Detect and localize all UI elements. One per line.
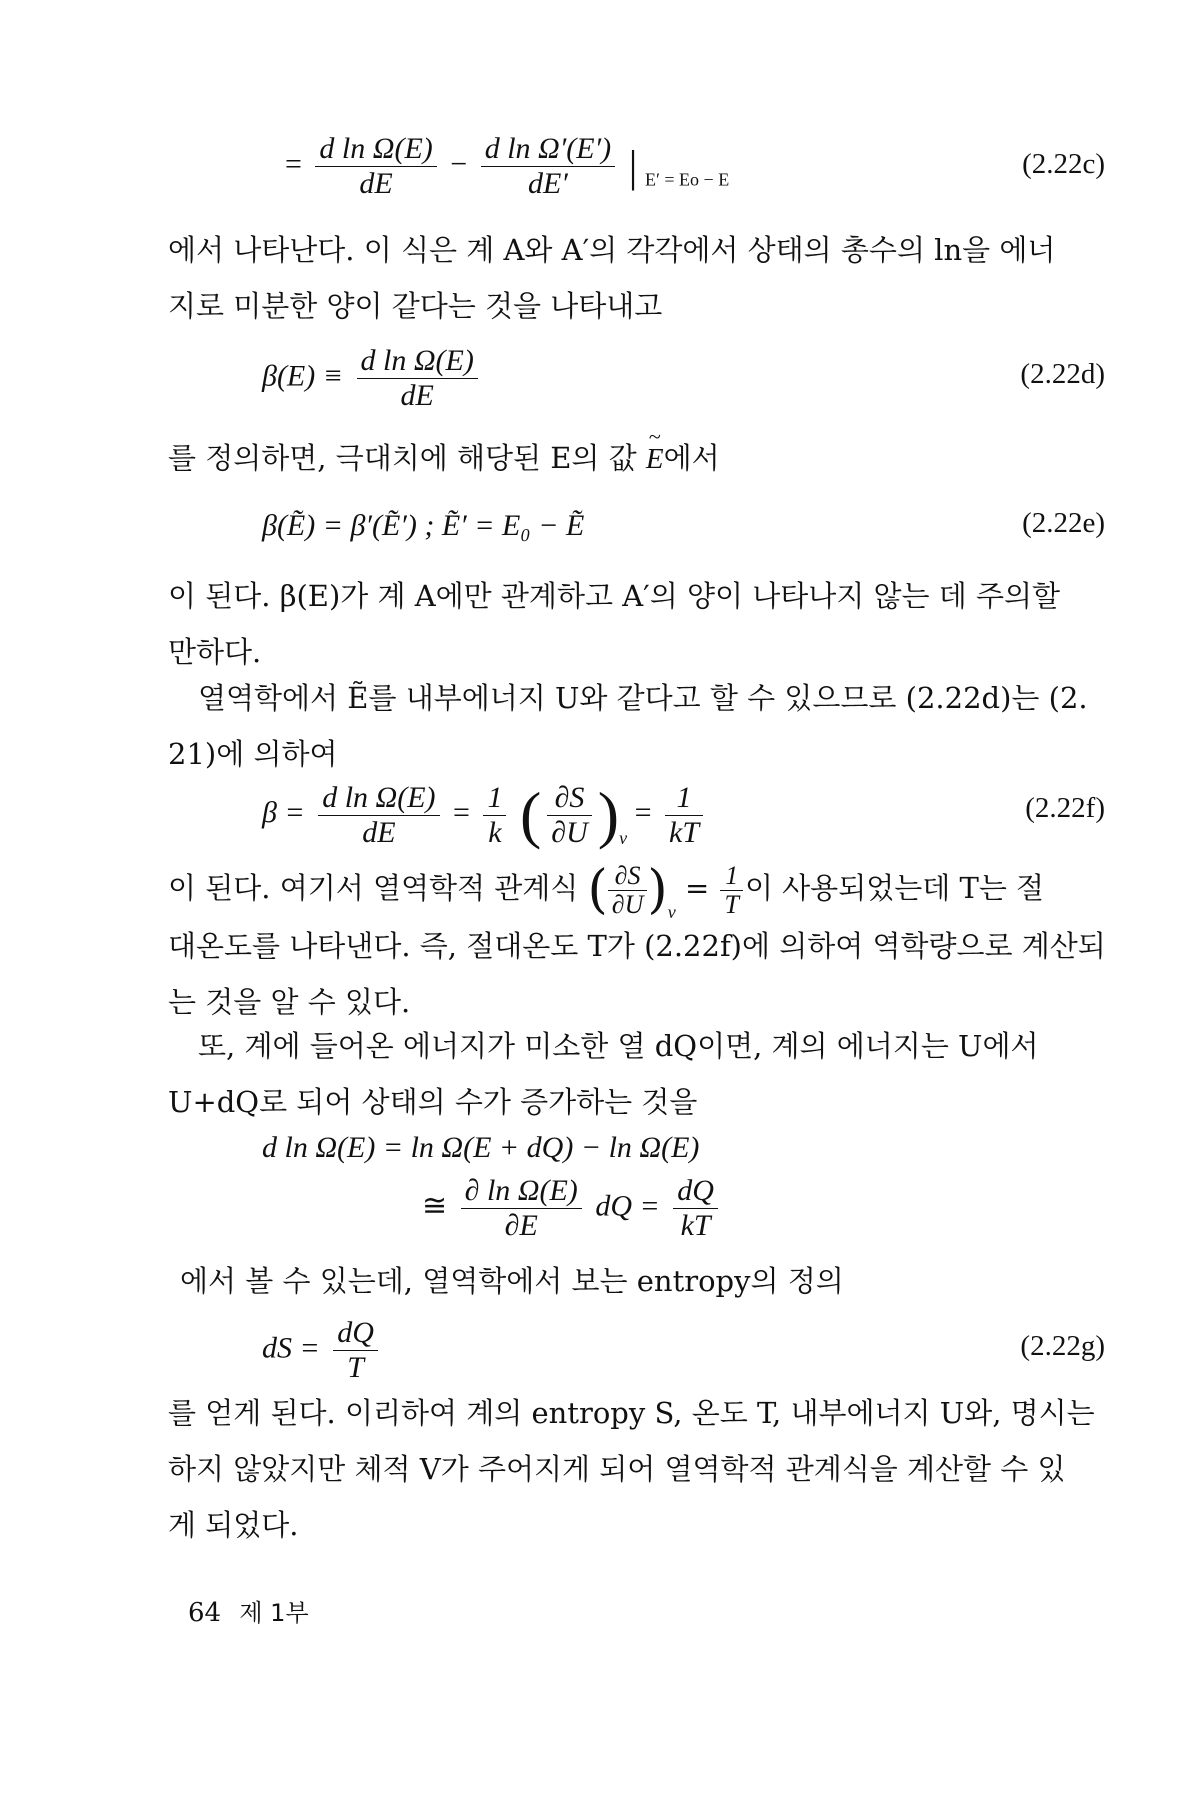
- equation-2-22c: [285, 132, 729, 201]
- paragraph-2: 를 정의하면, 극대치에 해당된 E의 값 ~ E에서: [168, 430, 720, 487]
- fraction-beta-definition: $\frac{\text{d ln Ω(E)}}{dE}$: [357, 344, 478, 413]
- evaluation-bar: |: [628, 142, 638, 191]
- page-number: 64: [188, 1598, 222, 1628]
- paragraph-5: 이 된다. 여기서 열역학적 관계식 ( $\frac{\partial S}{\partial U}$ )$_v$ = $\frac{1}{T}$ 이 사용되었는데 T는 절 대온도를 나타낸다. 즉, 절대온도 T가 (2.22f)에 의하여 역학량으로 계산되 는 것을 알 수 있다.: [168, 860, 1106, 1019]
- equation-number-2-22f: (2.22f): [1025, 792, 1105, 824]
- fraction-dS-dU-inline: $\frac{\partial S}{\partial U}$: [608, 862, 648, 919]
- equation-number-2-22c: (2.22c): [1022, 148, 1105, 180]
- fraction-dlnomega-de: $\frac{\text{d ln Ω(E)}}{dE}$: [318, 781, 439, 850]
- fraction-dS-dU: $\frac{\partial S}{\partial U}$: [547, 781, 592, 850]
- equation-number-2-22d: (2.22d): [1020, 358, 1105, 390]
- fraction-dlnomega-prime: $\frac{\text{d ln Ω′(E′)}}{dE'}$: [481, 132, 615, 201]
- equation-number-2-22g: (2.22g): [1020, 1330, 1105, 1362]
- evaluation-condition: E′ = Eo − E: [644, 169, 730, 190]
- equation-2-22f: β = $\frac{\text{d ln Ω(E)}}{dE}$ = $\frac{1}{k}$ ( $\frac{\partial S}{\partial U}$ )$_v$ = $\frac{1}{kT}$: [262, 778, 709, 852]
- fraction-dlnomega-de: $\frac{\text{d ln Ω(E)}}{dE}$: [315, 132, 436, 201]
- equation-2-22g: dS = $\frac{dQ}{T}$: [262, 1316, 384, 1385]
- paragraph-4: 열역학에서 Ẽ를 내부에너지 U와 같다고 할 수 있으므로 (2.22d)는 (2. 21)에 의하여: [168, 681, 1088, 771]
- fraction-dq-t: $\frac{dQ}{T}$: [333, 1316, 378, 1385]
- equals-sign: =: [285, 147, 302, 181]
- fraction-dq-kt: $\frac{dQ}{kT}$: [673, 1174, 718, 1243]
- equation-2-22d: β(E) ≡ $\frac{\text{d ln Ω(E)}}{dE}$: [262, 344, 484, 413]
- fraction-one-over-kt: $\frac{1}{kT}$: [665, 781, 703, 850]
- paragraph-1: 에서 나타난다. 이 식은 계 A와 A′의 각각에서 상태의 총수의 ln을 에너 지로 미분한 양이 같다는 것을 나타내고: [168, 233, 1056, 323]
- equation-2-22e: β(Ẽ) = β′(Ẽ′) ; Ẽ′ = E₀ − Ẽ: [262, 509, 585, 542]
- paragraph-3: 이 된다. β(E)가 계 A에만 관계하고 A′의 양이 나타나지 않는 데 주의할 만하다.: [168, 579, 1060, 669]
- minus-sign: −: [450, 147, 468, 181]
- paragraph-7: 에서 볼 수 있는데, 열역학에서 보는 entropy의 정의: [180, 1264, 844, 1298]
- equation-dln-omega: d ln Ω(E) = ln Ω(E + dQ) − ln Ω(E) ≅ $\frac{\text{∂ ln Ω(E)}}{\partial E}$ dQ = $\frac{dQ}{kT}$: [262, 1128, 724, 1243]
- part-label: 제 1부: [239, 1599, 309, 1627]
- fraction-partial-lnomega: $\frac{\text{∂ ln Ω(E)}}{\partial E}$: [461, 1174, 582, 1243]
- page-footer: [188, 1593, 309, 1628]
- equation-number-2-22e: (2.22e): [1022, 507, 1105, 539]
- paragraph-6: 또, 계에 들어온 에너지가 미소한 열 dQ이면, 계의 에너지는 U에서 U+dQ로 되어 상태의 수가 증가하는 것을: [168, 1029, 1039, 1119]
- paragraph-8: 를 얻게 된다. 이리하여 계의 entropy S, 온도 T, 내부에너지 U와, 명시는 하지 않았지만 체적 V가 주어지게 되어 열역학적 관계식을 계산할 수 있 게 되었다.: [168, 1396, 1095, 1542]
- e-tilde: ~ E: [646, 431, 664, 487]
- fraction-one-over-k: $\frac{1}{k}$: [483, 781, 506, 850]
- fraction-one-over-t: $\frac{1}{T}$: [720, 862, 742, 919]
